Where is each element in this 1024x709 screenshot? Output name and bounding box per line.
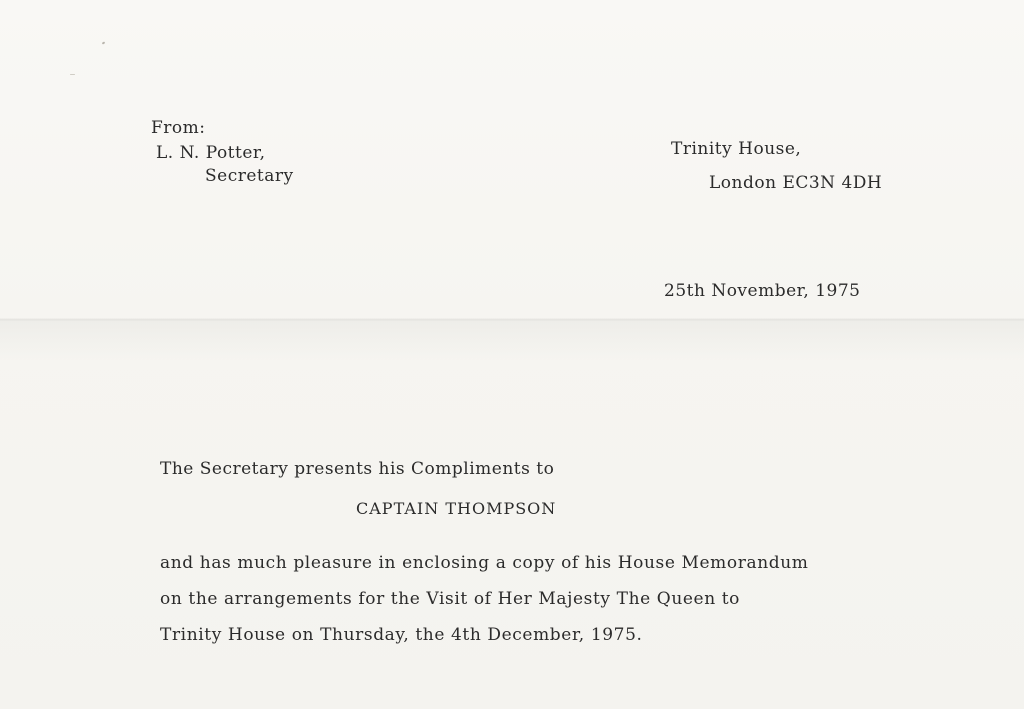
sender-name: L. N. Potter,: [156, 143, 266, 163]
recipient-name: CAPTAIN THOMPSON: [356, 499, 557, 518]
paper-speck: [70, 74, 75, 75]
body-line: and has much pleasure in enclosing a copy of his House Memorandum: [160, 553, 809, 573]
paper-fold-shadow: [0, 320, 1024, 360]
body-line: Trinity House on Thursday, the 4th December, 1975.: [160, 625, 643, 645]
body-intro: The Secretary presents his Compliments to: [160, 459, 555, 479]
sender-title: Secretary: [205, 166, 294, 186]
body-line: on the arrangements for the Visit of Her Majesty The Queen to: [160, 589, 741, 609]
address-line-2: London EC3N 4DH: [709, 173, 883, 193]
paper-speck: [102, 41, 106, 44]
letter-date: 25th November, 1975: [664, 281, 861, 301]
address-line-1: Trinity House,: [671, 139, 802, 159]
sender-from-label: From:: [151, 118, 206, 138]
